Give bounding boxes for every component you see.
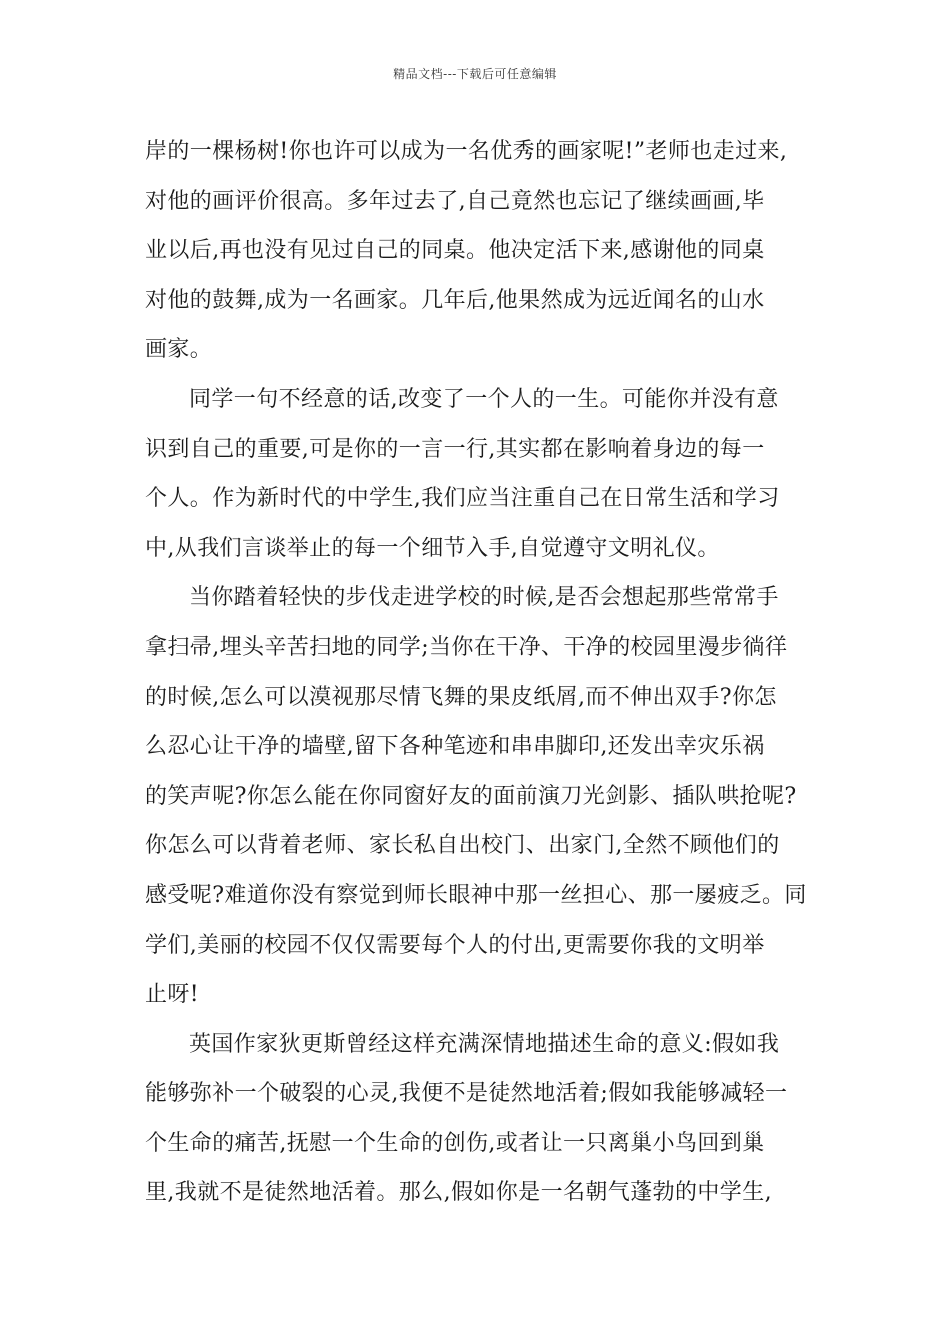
document-body: [145, 127, 807, 1218]
text-line: 学们,美丽的校园不仅仅需要每个人的付出,更需要你我的文明举: [145, 932, 765, 958]
page-header: 精品文档---下载后可任意编辑: [393, 67, 557, 81]
text-line: 英国作家狄更斯曾经这样充满深情地描述生命的意义:假如我: [189, 1031, 780, 1057]
text-line: 么忍心让干净的墙壁,留下各种笔迹和串串脚印,还发出幸灾乐祸: [145, 734, 765, 760]
text-line: 当你踏着轻快的步伐走进学校的时候,是否会想起那些常常手: [189, 585, 779, 611]
text-line: 岸的一棵杨树!你也许可以成为一名优秀的画家呢!”老师也走过来,: [145, 139, 788, 164]
text-line: 能够弥补一个破裂的心灵,我便不是徒然地活着;假如我能够减轻一: [145, 1081, 788, 1107]
paragraph: [145, 1020, 807, 1218]
text-line: 个人。作为新时代的中学生,我们应当注重自己在日常生活和学习: [145, 486, 780, 512]
text-line: 业以后,再也没有见过自己的同桌。他决定活下来,感谢他的同桌: [145, 238, 765, 264]
text-line: 同学一句不经意的话,改变了一个人的一生。可能你并没有意: [189, 386, 779, 412]
text-line: 中,从我们言谈举止的每一个细节入手,自觉遵守文明礼仪。: [145, 535, 720, 561]
text-line: 个生命的痛苦,抚慰一个生命的创伤,或者让一只离巢小鸟回到巢: [145, 1130, 765, 1156]
paragraph: [145, 573, 807, 1019]
text-line: 里,我就不是徒然地活着。那么,假如你是一名朝气蓬勃的中学生,: [145, 1180, 772, 1206]
text-line: 识到自己的重要,可是你的一言一行,其实都在影响着身边的每一: [145, 436, 765, 462]
text-line: 画家。: [145, 337, 213, 363]
text-line: 感受呢?难道你没有察觉到师长眼神中那一丝担心、那一屡疲乏。同: [145, 882, 807, 908]
text-line: 的笑声呢?你怎么能在你同窗好友的面前演刀光剑影、插队哄抢呢?: [145, 783, 797, 809]
text-line: 对他的画评价很高。多年过去了,自己竟然也忘记了继续画画,毕: [145, 188, 765, 214]
text-line: 止呀!: [145, 982, 200, 1008]
text-line: 对他的鼓舞,成为一名画家。几年后,他果然成为远近闻名的山水: [145, 287, 765, 313]
text-line: 你怎么可以背着老师、家长私自出校门、出家门,全然不顾他们的: [145, 833, 780, 859]
paragraph-continuation: [145, 127, 807, 375]
text-line: 的时候,怎么可以漠视那尽情飞舞的果皮纸屑,而不伸出双手?你怎: [145, 684, 777, 710]
text-line: 拿扫帚,埋头辛苦扫地的同学;当你在干净、干净的校园里漫步徜徉: [145, 634, 788, 660]
paragraph: [145, 375, 807, 573]
